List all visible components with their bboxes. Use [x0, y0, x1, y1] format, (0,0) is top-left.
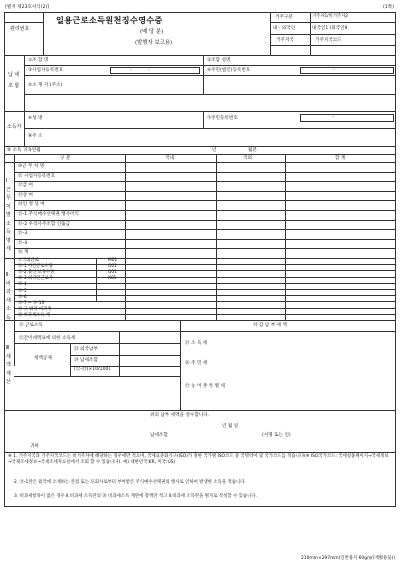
page-indicator: (1쪽): [383, 5, 394, 10]
earner-rrn-field[interactable]: [300, 114, 394, 122]
nationality-label: 내 · 외국인: [273, 26, 296, 31]
section2-row-label: ⑱-5: [18, 288, 27, 294]
section1-row-label: ⑮-2 우리사주조합 인출금: [18, 221, 71, 227]
union-name-field[interactable]: [110, 57, 200, 64]
section2-row-label: ⑱-6: [18, 294, 27, 300]
section2-row-label: ⑱-1 야간근로수당: [18, 263, 53, 269]
note-2: 2. ⑮-1란은 외국에 소재하는 본점 또는 모회사로부터 부여받은 주식매수선택권의 행사로 인하여 발생한 소득을 적습니다.: [14, 480, 246, 485]
address-label: ⑤소 재 지 (주소): [28, 83, 63, 88]
period-year: 년: [212, 148, 217, 153]
section3-title: Ⅲ 세액계산: [6, 345, 11, 385]
withholding-receipt-form: [별지 제23호서식(2)] (1쪽) 관리번호 일용근로소득원천징수영수증 (배 당 분) (발행자 보고용) 거주구분 거주자1/비거주자2 내 · 외국인 내국인1 /외국인9 거주지국 거주지국코드 납 세 조 합 ①조 합 명 ②조합 성명 ③사업자등록번호 ④주민(법인)등록번호 ⑤소 재 지 (주소) - - - 소득자 ⑥성 명 ⑦주민등록번호 ⑧주 소 - ⑨ 소득 귀속연월 년 월분 구 분 국내 국외 합 계 Ⅰ 근무처별 소득명세 Ⅱ 비 과세 소 득 Ⅲ 세액계산 ㉑ 근로소득 ㉒간이세액표에 의한 소득세 세액공제 ㉓ 외국납부 ㉔ 납세조합 (㉒-㉓)×10/100) 차 감 납 부 세 액 ㉕ 소 득 세 ㉖ 주 민 세 ㉗ 농 어 촌 특 별 세 위의 납부 세액을 영수합니다. 년 월 일 납세조합 (서명 또는 인) 귀하 ※ 1. 거주지국과 거주지국코드는 비거주자에 해당하는 경우에만 적으며, 국제표준화기구(ISO)가 정한 국가별 ISO코드 중 국명약어 및 국가코드를 적습니다(※ ISO국가코드: 국세청홈페이지→국세정보→국제조세정보→국세조세자료실에서 조회 할 수 있습니다). 예) 대한민국:KR, 미국:US) 2. ⑮-1란은 외국에 소재하는 본점 또는 모회사로부터 부여받은 주식매수선택권의 행사로 인하여 발생한 소득을 적습니다. 3. 비과세항목이 많은 경우 Ⅱ.비과세 소득란의 ⑳ 비과세소득 계란에 총액만 적고 Ⅱ.비과세 소득란을 별지로 작성할 수 있습니다. 210mm×297mm(일반용지 60g/㎡(재활용품)) ⑩근 무 처 명 ⑪ 사업자등록번호 ⑫급 여 ⑬상 여 ⑭인 정 상 여 ⑮-1 주식매수선택권 행사이익 ⑮-2 우리사주조합 인출금 ⑮-3 ⑮-4 ⑯ 계 ⑰국외근로 M01 ⑱-1 야간근로수당 O01 ⑱-2 출산·보육수당 Q01 ⑱-3 외국인근로자 X01 ⑱-4 ⑱-5 ⑱-6 ⑱-7 ~ ⑱-19 ⑲ 그 밖의 비과세 ⑳ 비과세소득 계: [5, 5, 395, 561]
section1-row-label: ⑯ 계: [18, 250, 29, 256]
col-foreign: 국외: [243, 156, 252, 161]
mgmt-no-label: 관리번호: [10, 26, 30, 32]
biz-reg-no-label: ③사업자등록번호: [28, 68, 64, 73]
resident-label: 거주구분: [275, 15, 293, 20]
section1-row-label: ⑪ 사업자등록번호: [18, 173, 56, 179]
section2-row-label: ⑱-3 외국인근로자: [18, 276, 53, 282]
resident-tax-label: ㉖ 주 민 세: [185, 361, 208, 366]
tax-credit-label: 세액공제: [34, 356, 52, 361]
section1-title: Ⅰ 근무처별 소득명세: [6, 178, 11, 252]
payer-group-label: 납 세 조 합: [8, 72, 20, 89]
section2-row-code: X01: [108, 276, 117, 282]
section2-row-label: ⑱-7 ~ ⑱-19: [18, 301, 45, 306]
section1-row-label: ⑫급 여: [18, 183, 33, 189]
form-id: [별지 제23호서식(2)]: [5, 5, 50, 10]
section1-row-fields[interactable]: [126, 211, 394, 219]
earner-rrn-label: ⑦주민등록번호: [207, 116, 238, 121]
rural-tax-label: ㉗ 농 어 촌 특 별 세: [185, 384, 225, 389]
section1-row-fields[interactable]: [126, 173, 394, 181]
section2-row-fields[interactable]: [126, 271, 394, 276]
section2-row-fields[interactable]: [126, 314, 394, 319]
note-1: ※ 1. 거주지국과 거주지국코드는 비거주자에 해당하는 경우에만 적으며, 국제표준화기구(ISO)가 정한 국가별 ISO코드 중 국명약어 및 국가코드를 적습니다(※ ISO국가코드: 국세청홈페이지→국세정보→국제조세정보→국세조세자료실에서 조회 할 수 있습니다). 예) 대한민국:KR, 미국:US): [8, 454, 389, 465]
net-tax-fields[interactable]: [250, 334, 394, 408]
resident-options: 거주자1/비거주자2: [312, 14, 348, 19]
section2-row-code: Q01: [108, 270, 117, 275]
section2-row-fields[interactable]: [126, 302, 394, 307]
section2-row-label: ⑲ 그 밖의 비과세: [18, 307, 52, 313]
page-footer: 210mm×297mm(일반용지 60g/㎡(재활용품)): [301, 556, 395, 561]
union-rep-label: ②조합 성명: [207, 58, 231, 63]
address-field[interactable]: [110, 77, 394, 92]
section1-row-fields[interactable]: [126, 221, 394, 229]
earner-address-field[interactable]: [110, 130, 394, 144]
earner-name-label: ⑥성 명: [28, 116, 43, 121]
form-subtitle-2: (발행자 보고용): [135, 40, 173, 46]
earner-name-field[interactable]: [110, 114, 200, 124]
section2-row-fields[interactable]: [126, 308, 394, 313]
section1-row-fields[interactable]: [126, 182, 394, 190]
net-tax-header: 차 감 납 부 세 액: [253, 323, 287, 328]
corp-reg-no-field[interactable]: [300, 67, 394, 74]
period-label: ⑨ 소득 귀속연월: [7, 148, 41, 153]
section2-row-fields[interactable]: [126, 296, 394, 301]
section1-row-label: ⑮-4: [18, 240, 28, 246]
section2-row-fields[interactable]: [126, 290, 394, 295]
section2-row-fields[interactable]: [126, 277, 394, 282]
section2-title: Ⅱ 비 과세 소 득: [6, 272, 11, 321]
section1-row-fields[interactable]: [126, 201, 394, 209]
earned-income-label: ㉑ 근로소득: [19, 323, 43, 328]
section1-row-fields[interactable]: [126, 240, 394, 248]
form-subtitle-1: (배 당 분): [140, 29, 164, 35]
biz-reg-no-field[interactable]: [110, 67, 200, 74]
section2-row-label: ⑱-2 출산·보육수당: [18, 270, 55, 275]
section1-row-fields[interactable]: [126, 192, 394, 200]
section1-row-fields[interactable]: [126, 230, 394, 238]
union-name-label: ①조 합 명: [28, 58, 49, 63]
section1-row-label: ⑮-3: [18, 231, 28, 237]
form-title: 일용근로소득원천징수영수증: [56, 15, 163, 25]
col-domestic: 국내: [165, 156, 174, 161]
sign-hint: (서명 또는 인): [262, 433, 291, 438]
section2-row-label: ⑰국외근로: [18, 257, 39, 263]
recipient-suffix: 귀하: [30, 444, 39, 449]
corp-reg-no-label: ④주민(법인)등록번호: [207, 68, 251, 73]
earner-group-label: 소득자: [7, 124, 22, 130]
note-3: 3. 비과세항목이 많은 경우 Ⅱ.비과세 소득란의 ⑳ 비과세소득 계란에 총액만 적고 Ⅱ.비과세 소득란을 별지로 작성할 수 있습니다.: [14, 494, 258, 499]
tax-union-label: ㉔ 납세조합: [74, 358, 98, 363]
union-sign-label: 납세조합: [150, 433, 168, 438]
section1-row-label: ⑬상 여: [18, 192, 33, 198]
income-tax-label: ㉕ 소 득 세: [185, 341, 208, 346]
section1-row-label: ⑮-1 주식매수선택권 행사이익: [18, 212, 79, 217]
confirm-text: 위의 납부 세액을 영수합니다.: [150, 413, 210, 418]
confirm-date: 년 월 일: [222, 424, 239, 429]
section2-row-label: ⑱-4: [18, 282, 27, 288]
nationality-options: 내국인1 /외국인9: [312, 26, 348, 31]
section2-row-label: ⑳ 비과세소득 계: [18, 313, 50, 319]
simple-tax-label: ㉒간이세액표에 의한 소득세: [19, 336, 76, 341]
section1-row-label: ⑭인 정 상 여: [18, 202, 45, 208]
foreign-paid-label: ㉓ 외국납부: [74, 347, 98, 352]
residence-country-label: 거주지국: [276, 38, 294, 43]
section1-row-fields[interactable]: [126, 163, 394, 171]
section2-row-fields[interactable]: [126, 283, 394, 288]
period-month: 월분: [248, 148, 257, 153]
earner-address-label: ⑧주 소: [28, 134, 43, 139]
section1-row-fields[interactable]: [126, 249, 394, 257]
section2-row-code: M01: [108, 257, 118, 263]
col-total: 합 계: [335, 156, 346, 161]
tax-union-formula: (㉒-㉓)×10/100): [74, 367, 111, 372]
col-category: 구 분: [60, 156, 71, 161]
section2-row-fields[interactable]: [126, 259, 394, 264]
section1-row-label: ⑩근 무 처 명: [18, 164, 45, 169]
section2-row-fields[interactable]: [126, 265, 394, 270]
section2-row-code: O01: [108, 263, 117, 269]
union-rep-field[interactable]: [300, 57, 394, 64]
residence-country-code-label: 거주지국코드: [315, 38, 342, 43]
